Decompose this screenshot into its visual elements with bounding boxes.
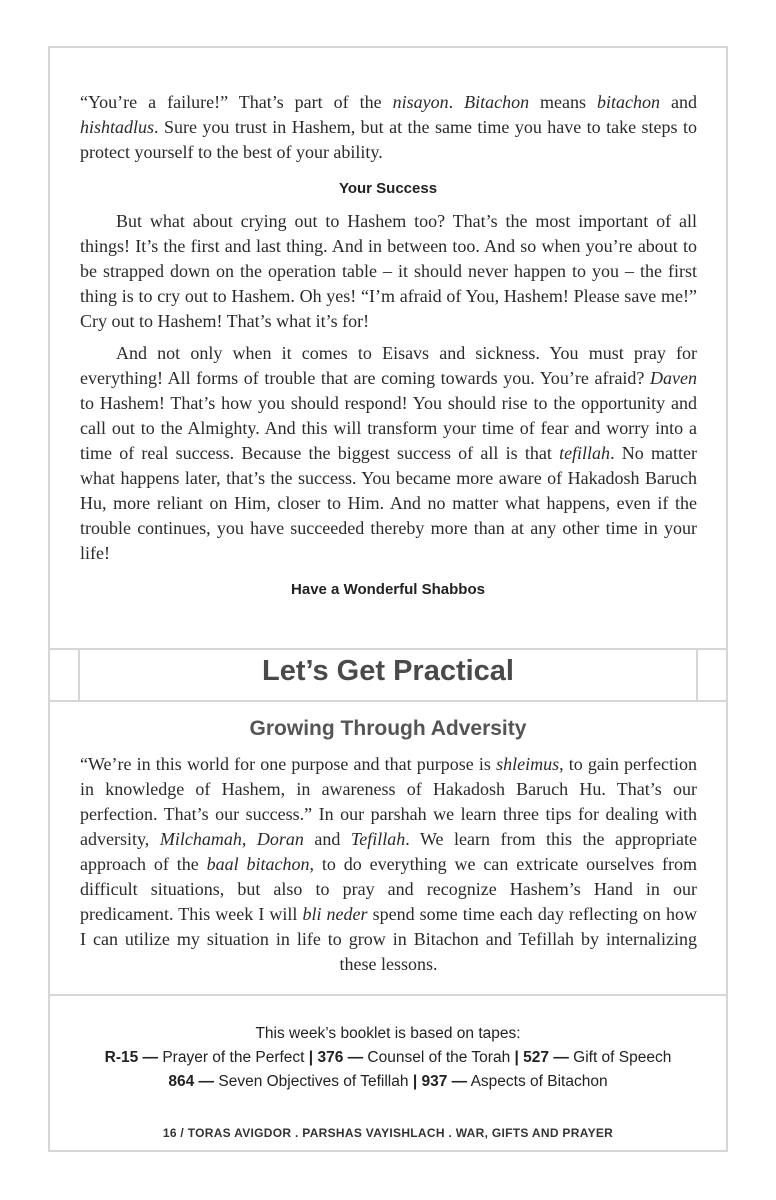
paragraph-crying-out: But what about crying out to Hashem too? That’s the most important of all things! It’s the first and last thing. And in between too. And so when you’re about to be strapped down on the operation table – it should never happen to you – the first thing is to cry out to Hashem. Oh yes! “I’m afraid of You, Hashem! Please save me!” Cry out to Hashem! That’s what it’s for! <box>80 211 697 331</box>
tape-separator: | <box>412 1073 418 1090</box>
closing-heading: Have a Wonderful Shabbos <box>291 581 485 598</box>
paragraph-pray: And not only when it comes to Eisavs and sickness. You must pray for everything! All forms of trouble that are coming towards you. You’re afraid? Daven to Hashem! That’s how you should respond! You should rise to the opportunity and call out to the Almighty. And this will transform your time of fear and worry into a time of real success. Because the biggest success of all is that tefillah. No matter what happens later, that’s the success. You became more aware of Hakadosh Baruch Hu, more reliant on Him, closer to Him. And no matter what happens, even if the trouble continues, you have succeeded thereby more than at any other time in your life! <box>80 343 697 563</box>
tape-code: 937 — <box>421 1073 468 1090</box>
tape-code: 864 — <box>168 1073 215 1090</box>
section-heading-success: Your Success <box>338 180 438 197</box>
practical-subtitle: Growing Through Adversity <box>249 717 527 740</box>
tapes-line-1 <box>48 1046 728 1070</box>
practical-band-title: Let’s Get Practical <box>262 655 514 687</box>
tape-code: 527 — <box>523 1049 569 1066</box>
tape-title: Prayer of the Perfect <box>158 1049 309 1066</box>
tape-title: Gift of Speech <box>568 1049 672 1066</box>
tapes-intro: This week’s booklet is based on tapes: <box>255 1025 521 1042</box>
tapes-list <box>48 1022 728 1094</box>
tape-code: 376 — <box>317 1049 364 1066</box>
tape-separator: | <box>308 1049 314 1066</box>
tapes-line-2 <box>48 1070 728 1094</box>
page-footer: 16 / TORAS AVIGDOR . PARSHAS VAYISHLACH . WAR, GIFTS AND PRAYER <box>162 1126 614 1140</box>
tape-code: R-15 — <box>104 1049 159 1066</box>
tape-separator: | <box>514 1049 519 1066</box>
tape-title: Seven Objectives of Tefillah <box>214 1073 413 1090</box>
intro-paragraph: “You’re a failure!” That’s part of the nisayon. Bitachon means bitachon and hishtadlus. Sure you trust in Hashem, but at the same time you have to take steps to protect yourself to the best of your ability. <box>80 92 697 162</box>
tape-title: Counsel of the Torah <box>363 1049 515 1066</box>
tape-title: Aspects of Bitachon <box>467 1073 608 1090</box>
practical-paragraph: “We’re in this world for one purpose and that purpose is shleimus, to gain perfection in knowledge of Hashem, in awareness of Hakadosh Baruch Hu. That’s our perfection. That’s our success.” In our parshah we learn three tips for dealing with adversity, Milchamah, Doran and Tefillah. We learn from this the appropriate approach of the baal bitachon, to do everything we can extricate ourselves from difficult situations, but also to pray and recognize Hashem’s Hand in our predicament. This week I will bli neder spend some time each day reflecting on how I can utilize my situation in life to grow in Bitachon and Tefillah by internalizing these lessons. <box>80 754 698 974</box>
section-divider <box>48 994 728 996</box>
